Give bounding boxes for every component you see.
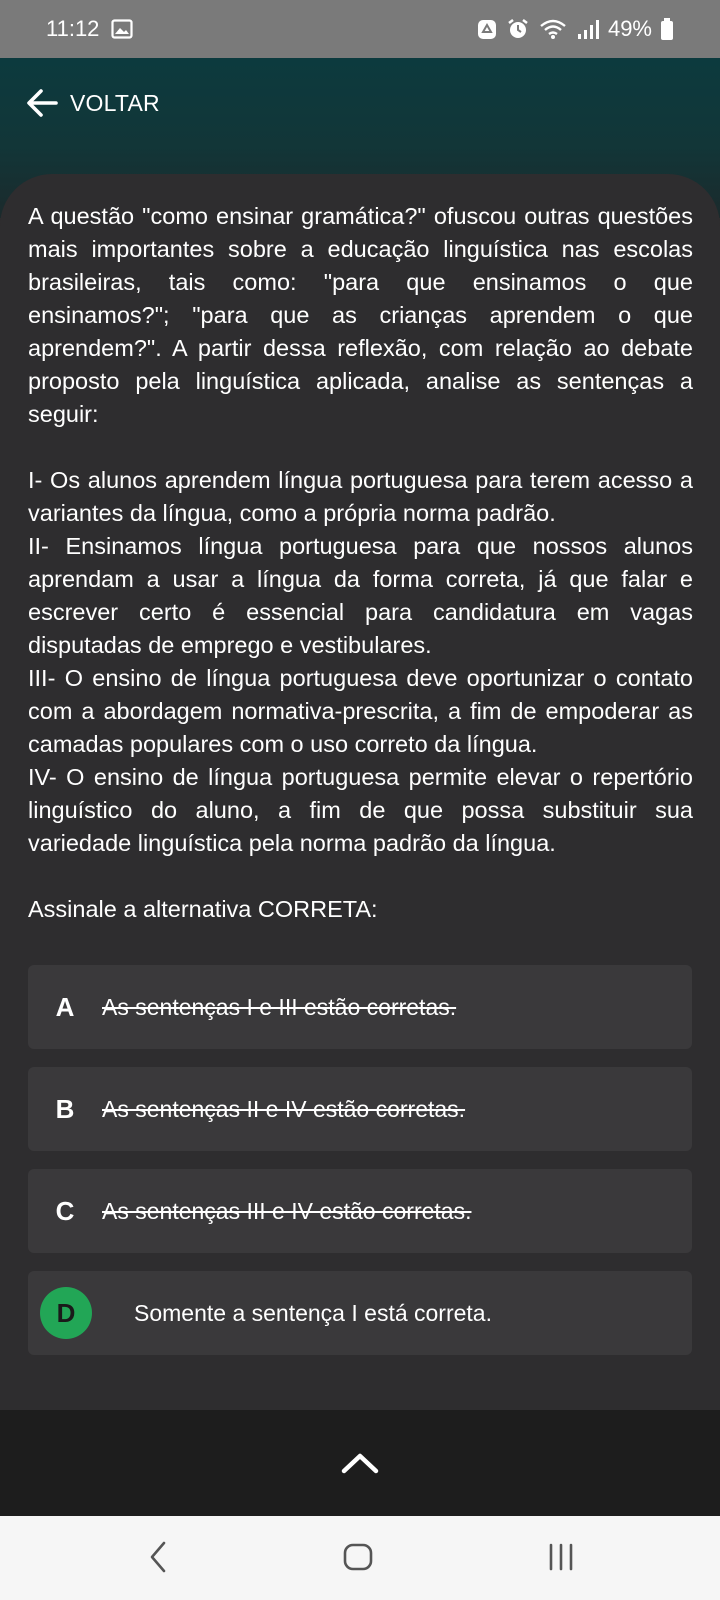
alarm-icon: [506, 17, 530, 41]
status-time: 11:12: [46, 16, 100, 41]
navigation-bar: [0, 1516, 720, 1600]
question-prompt: Assinale a alternativa CORRETA:: [28, 896, 378, 922]
chevron-up-icon[interactable]: [340, 1451, 380, 1475]
option-text: Somente a sentença I está correta.: [134, 1299, 492, 1326]
nav-back-icon[interactable]: [146, 1538, 170, 1576]
option-letter: B: [55, 1093, 75, 1124]
wifi-icon: [538, 17, 568, 41]
battery-icon: [660, 17, 674, 41]
image-icon: [111, 18, 133, 40]
nav-home-icon[interactable]: [342, 1538, 374, 1576]
option-text: As sentenças II e IV estão corretas.: [102, 1095, 466, 1122]
statement-3: III- O ensino de língua portuguesa deve oportunizar o contato com a abordagem normativa-prescrita, a fim de empoderar as camadas populares com o uso correto da língua.: [28, 665, 693, 757]
arrow-left-icon: [26, 88, 58, 118]
nav-recents-icon[interactable]: [546, 1538, 576, 1576]
back-label: VOLTAR: [70, 89, 160, 116]
option-d[interactable]: [28, 1271, 692, 1355]
option-letter: A: [55, 991, 75, 1022]
statement-4: IV- O ensino de língua portuguesa permite elevar o repertório linguístico do aluno, a fim de que possa substituir sua variedade linguística pela norma padrão da língua.: [28, 764, 693, 856]
option-letter: C: [55, 1195, 75, 1226]
option-c[interactable]: [28, 1169, 692, 1253]
status-bar: [0, 0, 720, 58]
question-intro: A questão "como ensinar gramática?" ofuscou outras questões mais importantes sobre a educação linguística nas escolas brasileiras, tais como: "para que ensinamos o que ensinamos?"; "para que as crianças aprendem o que aprendem?". A partir dessa reflexão, com relação ao debate proposto pela linguística aplicada, analise as sentenças a seguir:: [28, 203, 693, 427]
statement-1: I- Os alunos aprendem língua portuguesa para terem acesso a variantes da língua, como a própria norma padrão.: [28, 467, 693, 526]
question-card: [0, 174, 720, 1410]
back-button[interactable]: [26, 88, 160, 118]
signal-icon: [576, 17, 600, 41]
bottom-panel: [0, 1410, 720, 1516]
option-b[interactable]: [28, 1067, 692, 1151]
question-text: [28, 200, 693, 926]
battery-percent: 49%: [607, 16, 652, 41]
option-text: As sentenças III e IV estão corretas.: [102, 1197, 472, 1224]
option-a[interactable]: [28, 965, 692, 1049]
recycle-icon: [476, 17, 498, 41]
option-text: As sentenças I e III estão corretas.: [102, 993, 457, 1020]
option-letter-selected: D: [40, 1287, 92, 1339]
statement-2: II- Ensinamos língua portuguesa para que nossos alunos aprendam a usar a língua da forma correta, já que falar e escrever certo é essencial para candidatura em vagas disputadas de emprego e vestibulares.: [28, 533, 693, 658]
